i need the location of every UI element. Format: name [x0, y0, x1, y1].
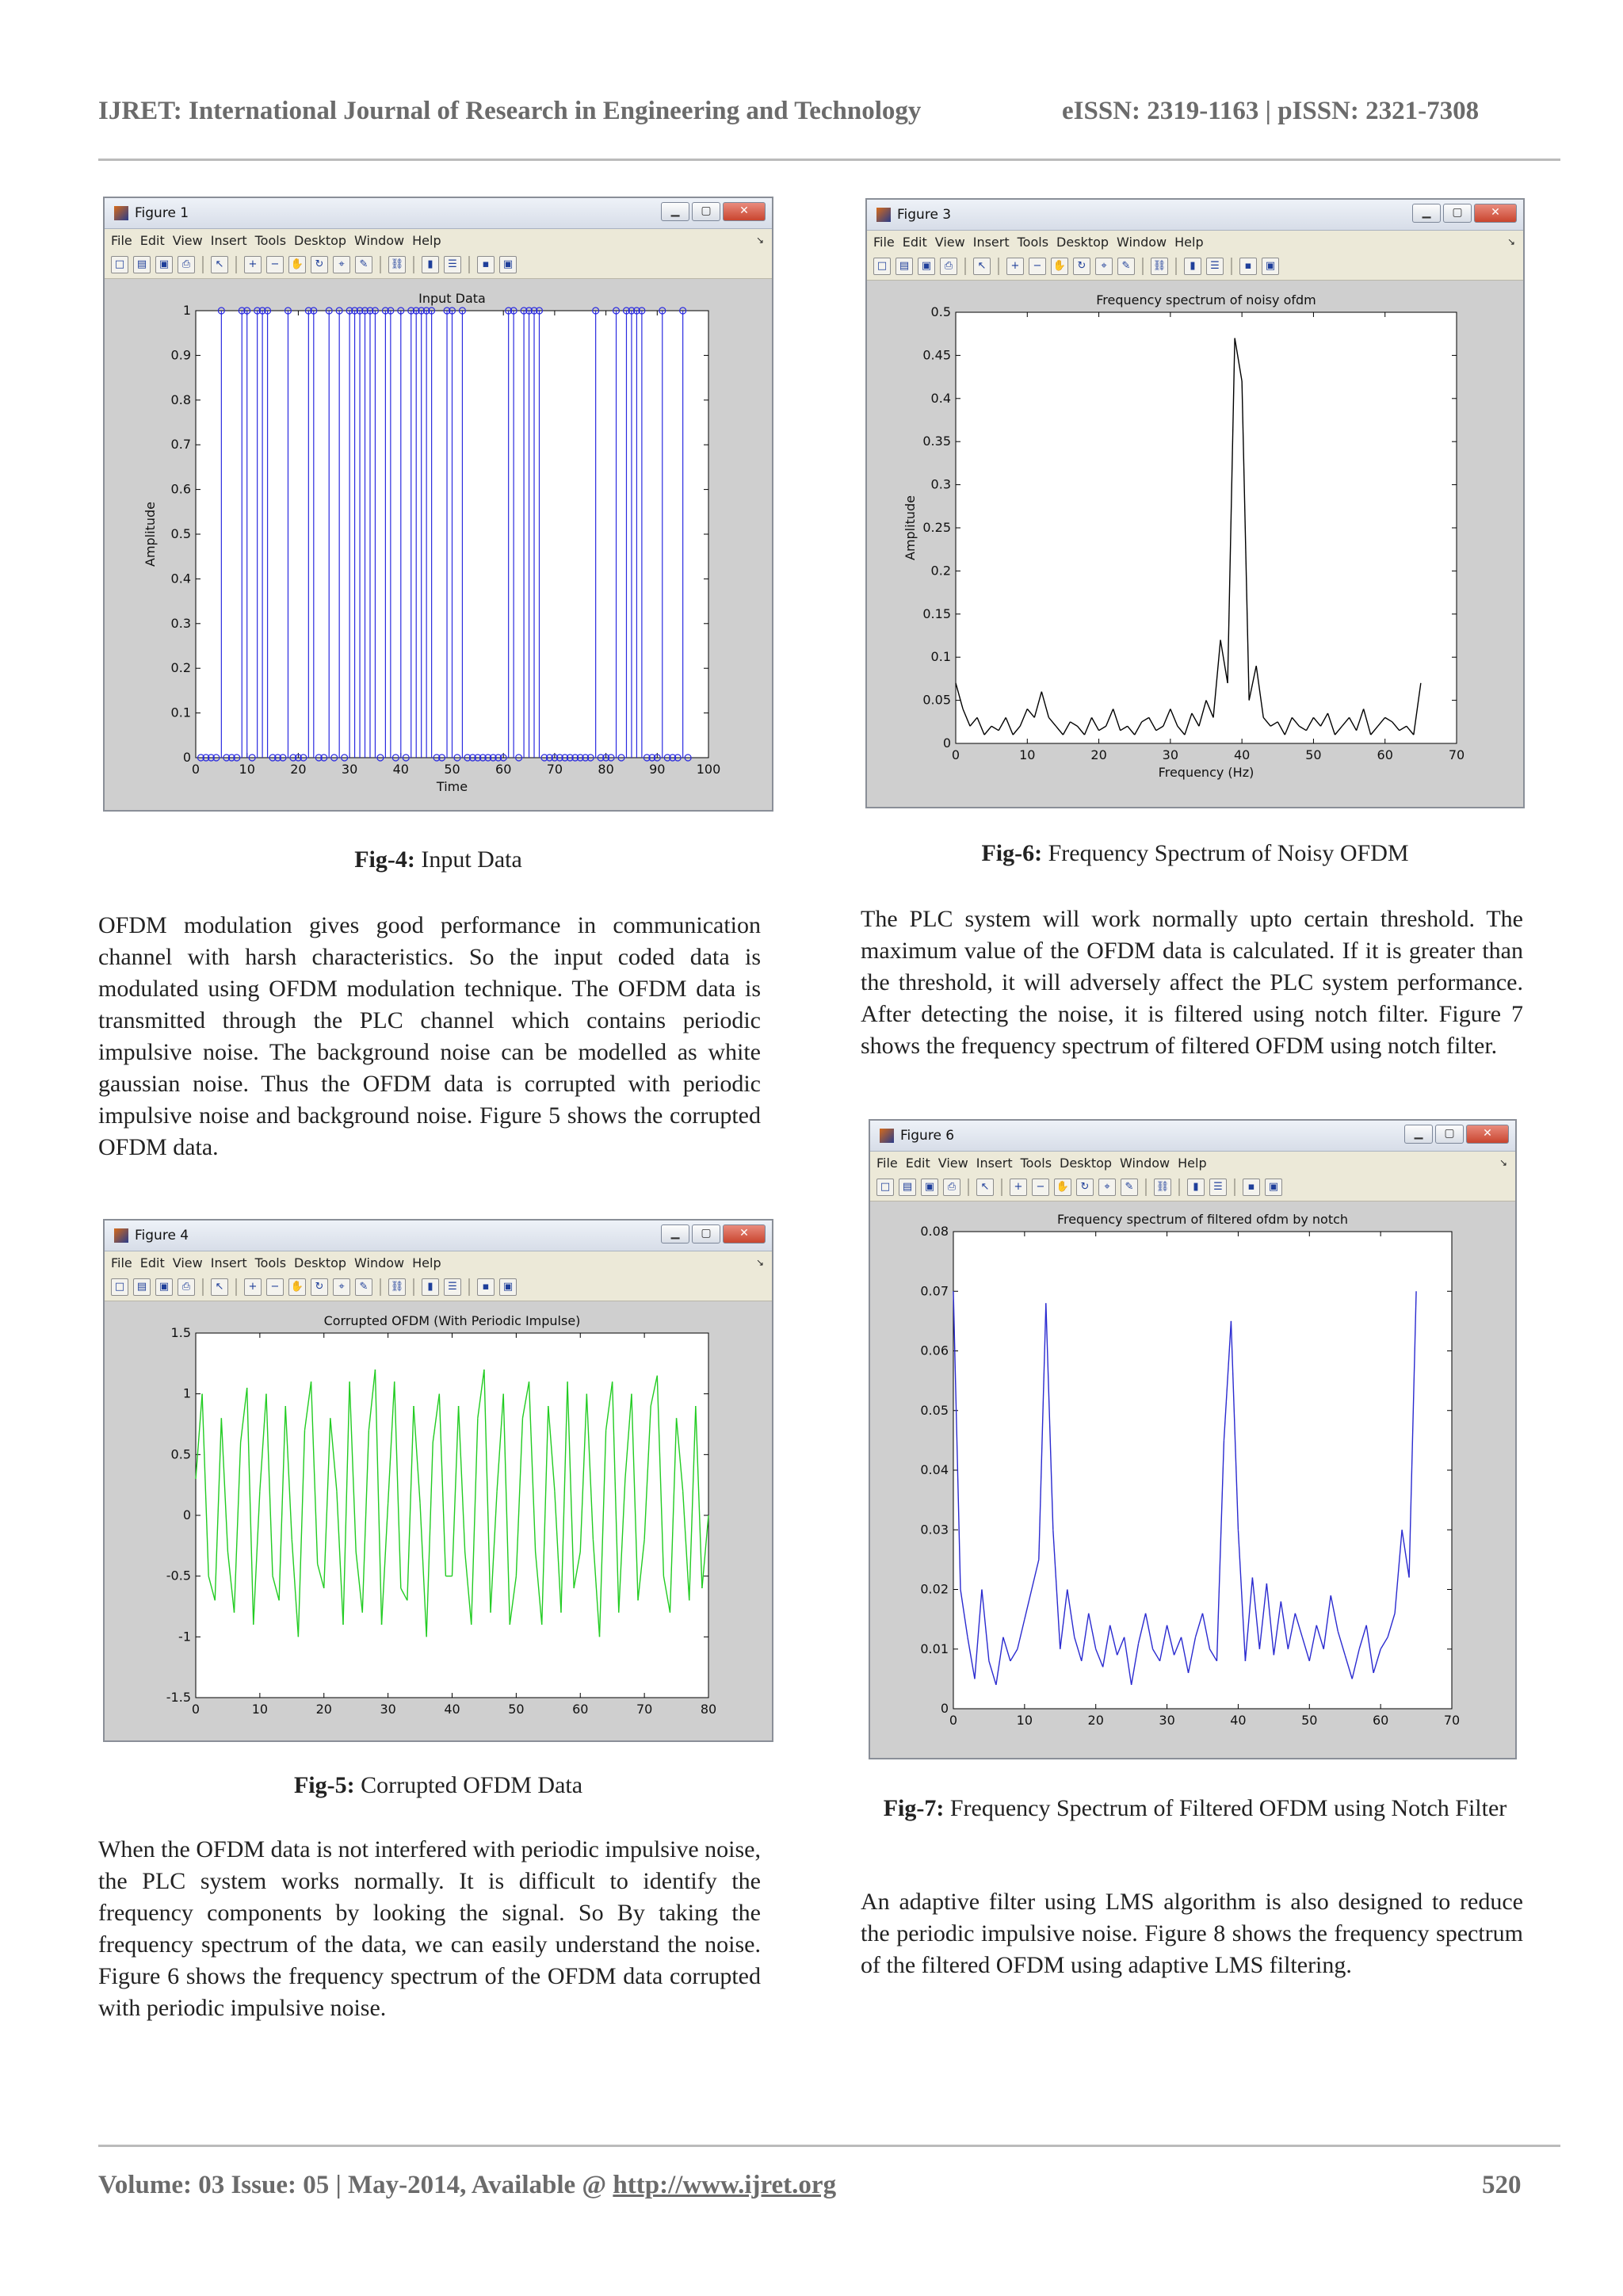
x-tick-label: 70 — [1448, 747, 1465, 762]
window-titlebar[interactable] — [867, 200, 1523, 231]
toolbar-separator — [998, 258, 999, 275]
x-tick-label: 60 — [1372, 1713, 1389, 1728]
pan-icon[interactable]: ✋ — [288, 1278, 306, 1296]
window-titlebar[interactable] — [105, 1221, 772, 1251]
y-tick-label: 0.02 — [920, 1581, 949, 1597]
toolbar-separator — [380, 1278, 381, 1296]
menu-file[interactable]: File — [111, 1255, 132, 1270]
y-tick-label: 0.5 — [170, 526, 191, 541]
x-tick-label: 70 — [546, 762, 563, 777]
rotate-icon[interactable]: ↻ — [1073, 258, 1090, 275]
legend-icon[interactable]: ☰ — [1209, 1179, 1227, 1196]
y-tick-label: 0.1 — [930, 649, 951, 665]
x-tick-label: 30 — [341, 762, 358, 777]
menu-insert[interactable]: Insert — [210, 232, 247, 248]
pan-icon[interactable]: ✋ — [1054, 1179, 1071, 1196]
brush-icon[interactable]: ✎ — [355, 1278, 372, 1296]
x-tick-label: 40 — [1230, 1713, 1247, 1728]
y-tick-label: 0.5 — [930, 304, 951, 319]
y-tick-label: 0.07 — [920, 1283, 949, 1299]
x-tick-label: 0 — [951, 747, 960, 762]
pointer-icon[interactable]: ↖ — [976, 1179, 994, 1196]
x-tick-label: 10 — [251, 1702, 269, 1717]
toolbar-separator — [380, 256, 381, 273]
matlab-logo-icon — [880, 1129, 894, 1143]
minimize-icon[interactable]: ▁ — [1404, 1125, 1433, 1144]
y-tick-label: 0 — [182, 1507, 191, 1522]
x-tick-label: 70 — [1443, 1713, 1461, 1728]
pointer-icon[interactable]: ↖ — [211, 256, 228, 273]
paragraph-plc-threshold: The PLC system will work normally upto certain threshold. The maximum value of the OFDM data is calculated. If it is greater than the threshold, it will adversely affect the PLC system performance. After detecting the noise, it is filtered using notch filter. Figure 7 shows the frequency spectrum of filtered OFDM using notch filter. — [861, 906, 1523, 1059]
new-figure-icon[interactable]: □ — [873, 258, 891, 275]
y-tick-label: 0.4 — [930, 390, 951, 406]
menu-overflow-icon[interactable]: ↘ — [1499, 1157, 1507, 1168]
rotate-icon[interactable]: ↻ — [1076, 1179, 1094, 1196]
print-icon[interactable]: ⎙ — [943, 1179, 960, 1196]
close-icon[interactable]: ✕ — [1466, 1125, 1509, 1144]
footer-volume — [98, 2171, 836, 2200]
y-tick-label: 0.01 — [920, 1641, 949, 1656]
menu-desktop[interactable]: Desktop — [1056, 234, 1109, 250]
menu-overflow-icon[interactable]: ↘ — [755, 235, 764, 246]
y-tick-label: 0.05 — [920, 1402, 949, 1418]
footer-volume-text: Volume: 03 Issue: 05 | May-2014, Available @ — [98, 2171, 613, 2199]
zoom-out-icon[interactable]: − — [266, 1278, 284, 1296]
toolbar-separator — [413, 256, 414, 273]
zoom-in-icon[interactable]: + — [1006, 258, 1024, 275]
y-tick-label: 1.5 — [170, 1325, 191, 1340]
matlab-logo-icon — [114, 1228, 128, 1243]
menu-help[interactable]: Help — [412, 232, 441, 248]
figure-menubar — [105, 1251, 772, 1274]
toolbar-separator — [468, 1278, 470, 1296]
menu-view[interactable]: View — [172, 1255, 203, 1270]
close-icon[interactable]: ✕ — [723, 1224, 766, 1244]
figure-toolbar — [867, 253, 1523, 281]
window-title: Figure 1 — [135, 205, 189, 221]
toolbar-separator — [1142, 258, 1144, 275]
window-titlebar[interactable] — [105, 198, 772, 229]
x-tick-label: 50 — [1305, 747, 1322, 762]
x-axis-label: Time — [436, 779, 468, 794]
show-tools-icon[interactable]: ▣ — [1265, 1179, 1282, 1196]
print-icon[interactable]: ⎙ — [178, 1278, 195, 1296]
paragraph-adaptive-lms: An adaptive filter using LMS algorithm is also designed to reduce the periodic impulsive noise. Figure 8 shows the frequency spectrum of the filtered OFDM using adaptive LMS filtering. — [861, 1889, 1523, 1978]
menu-desktop[interactable]: Desktop — [294, 232, 347, 248]
matlab-logo-icon — [114, 206, 128, 220]
link-icon[interactable]: ⛓ — [388, 256, 406, 273]
y-tick-label: 0.5 — [170, 1446, 191, 1462]
y-tick-label: 0.35 — [922, 434, 951, 449]
y-tick-label: 0.03 — [920, 1522, 949, 1538]
chart-noisy-spectrum — [867, 281, 1523, 807]
y-tick-label: 1 — [182, 1385, 191, 1401]
toolbar-separator — [1234, 1179, 1235, 1196]
toolbar-separator — [235, 1278, 237, 1296]
pointer-icon[interactable]: ↖ — [211, 1278, 228, 1296]
print-icon[interactable]: ⎙ — [940, 258, 957, 275]
menu-help[interactable]: Help — [412, 1255, 441, 1270]
x-tick-label: 60 — [572, 1702, 589, 1717]
minimize-icon[interactable]: ▁ — [1412, 204, 1441, 223]
menu-insert[interactable]: Insert — [972, 234, 1010, 250]
caption-label: Fig-4: — [354, 846, 415, 873]
y-tick-label: 0 — [182, 750, 191, 765]
menu-window[interactable]: Window — [1120, 1155, 1170, 1171]
toolbar-separator — [1001, 1179, 1002, 1196]
toolbar-separator — [202, 256, 204, 273]
toolbar-separator — [1231, 258, 1232, 275]
data-cursor-icon[interactable]: ⌖ — [1095, 258, 1113, 275]
zoom-in-icon[interactable]: + — [1010, 1179, 1027, 1196]
zoom-in-icon[interactable]: + — [244, 256, 262, 273]
x-tick-label: 20 — [290, 762, 307, 777]
y-tick-label: 1 — [182, 303, 191, 318]
open-file-icon[interactable]: ▤ — [133, 1278, 151, 1296]
y-tick-label: 0.3 — [930, 476, 951, 492]
show-tools-icon[interactable]: ▣ — [499, 256, 517, 273]
x-tick-label: 40 — [444, 1702, 460, 1717]
figure-menubar — [870, 1152, 1515, 1174]
menu-desktop[interactable]: Desktop — [294, 1255, 347, 1270]
y-tick-label: -1.5 — [166, 1690, 191, 1705]
figure-menubar — [867, 231, 1523, 253]
link-icon[interactable]: ⛓ — [1151, 258, 1168, 275]
x-tick-label: 70 — [636, 1702, 653, 1717]
menu-tools[interactable]: Tools — [1017, 234, 1049, 250]
caption-fig5 — [103, 1772, 773, 1799]
caption-fig6 — [865, 840, 1525, 867]
menu-view[interactable]: View — [938, 1155, 968, 1171]
x-tick-label: 20 — [315, 1702, 332, 1717]
menu-window[interactable]: Window — [354, 1255, 405, 1270]
maximize-icon[interactable]: ▢ — [1435, 1125, 1464, 1144]
zoom-out-icon[interactable]: − — [1029, 258, 1046, 275]
x-tick-label: 20 — [1087, 1713, 1104, 1728]
toolbar-separator — [235, 256, 237, 273]
data-cursor-icon[interactable]: ⌖ — [333, 256, 350, 273]
x-tick-label: 20 — [1090, 747, 1107, 762]
x-tick-label: 0 — [191, 1702, 200, 1717]
zoom-in-icon[interactable]: + — [244, 1278, 262, 1296]
legend-icon[interactable]: ☰ — [444, 1278, 461, 1296]
figure-menubar — [105, 229, 772, 251]
maximize-icon[interactable]: ▢ — [692, 202, 720, 221]
y-tick-label: 0.15 — [922, 606, 951, 621]
chart-title: Corrupted OFDM (With Periodic Impulse) — [323, 1313, 581, 1328]
x-tick-label: 0 — [949, 1713, 958, 1728]
save-icon[interactable]: ▣ — [155, 256, 173, 273]
hide-tools-icon[interactable]: ▪ — [1239, 258, 1257, 275]
y-tick-label: 0.8 — [170, 392, 191, 407]
y-tick-label: 0.25 — [922, 520, 951, 535]
zoom-out-icon[interactable]: − — [1032, 1179, 1049, 1196]
toolbar-separator — [468, 256, 470, 273]
caption-text: Corrupted OFDM Data — [354, 1772, 583, 1798]
menu-file[interactable]: File — [873, 234, 895, 250]
colorbar-icon[interactable]: ▮ — [1187, 1179, 1205, 1196]
colorbar-icon[interactable]: ▮ — [422, 1278, 439, 1296]
caption-fig4 — [103, 846, 773, 873]
legend-icon[interactable]: ☰ — [1206, 258, 1224, 275]
y-tick-label: 0.9 — [170, 347, 191, 363]
menu-tools[interactable]: Tools — [1020, 1155, 1052, 1171]
y-tick-label: -0.5 — [166, 1568, 191, 1584]
footer-link[interactable]: http://www.ijret.org — [613, 2171, 837, 2199]
chart-input-data — [105, 279, 772, 810]
page-number: 520 — [1482, 2171, 1522, 2199]
chart-title: Frequency spectrum of filtered ofdm by notch — [1056, 1212, 1349, 1227]
hide-tools-icon[interactable]: ▪ — [477, 256, 495, 273]
menu-edit[interactable]: Edit — [902, 234, 927, 250]
figure-toolbar — [870, 1174, 1515, 1201]
figure-toolbar — [105, 1274, 772, 1301]
new-figure-icon[interactable]: □ — [876, 1179, 894, 1196]
y-tick-label: 0.3 — [170, 615, 191, 631]
maximize-icon[interactable]: ▢ — [692, 1224, 720, 1244]
y-tick-label: 0.6 — [170, 481, 191, 497]
header-rule — [98, 159, 1560, 161]
open-file-icon[interactable]: ▤ — [896, 258, 913, 275]
toolbar-separator — [964, 258, 966, 275]
window-title: Figure 6 — [900, 1128, 955, 1144]
x-tick-label: 30 — [1159, 1713, 1175, 1728]
paragraph-ofdm-modulation: OFDM modulation gives good performance in communication channel with harsh characteristics. So the input coded data is modulated using OFDM modulation technique. The OFDM data is transmitted through the PLC channel which contains periodic impulsive noise. The background noise can be modelled as white gaussian noise. Thus the OFDM data is corrupted with periodic impulsive noise and background noise. Figure 5 shows the corrupted OFDM data. — [98, 912, 761, 1160]
chart-title: Frequency spectrum of noisy ofdm — [1096, 292, 1316, 308]
menu-file[interactable]: File — [111, 232, 132, 248]
y-axis-label: Amplitude — [143, 502, 158, 567]
save-icon[interactable]: ▣ — [155, 1278, 173, 1296]
caption-label: Fig-5: — [293, 1772, 355, 1798]
figure-window-noisy-spectrum — [865, 198, 1525, 808]
caption-fig7 — [865, 1793, 1525, 1824]
y-tick-label: 0.4 — [170, 571, 191, 586]
hide-tools-icon[interactable]: ▪ — [477, 1278, 495, 1296]
show-tools-icon[interactable]: ▣ — [499, 1278, 517, 1296]
toolbar-separator — [1178, 1179, 1180, 1196]
save-icon[interactable]: ▣ — [918, 258, 935, 275]
y-tick-label: 0.45 — [922, 347, 951, 363]
menu-insert[interactable]: Insert — [976, 1155, 1013, 1171]
x-tick-label: 10 — [239, 762, 255, 777]
close-icon[interactable]: ✕ — [1474, 204, 1517, 223]
link-icon[interactable]: ⛓ — [1154, 1179, 1171, 1196]
menu-window[interactable]: Window — [1117, 234, 1167, 250]
menu-edit[interactable]: Edit — [139, 232, 165, 248]
x-tick-label: 50 — [1301, 1713, 1318, 1728]
x-tick-label: 10 — [1019, 747, 1036, 762]
plot-area — [956, 312, 1457, 743]
toolbar-separator — [1175, 258, 1177, 275]
x-axis-label: Frequency (Hz) — [1158, 765, 1254, 780]
menu-view[interactable]: View — [934, 234, 965, 250]
pan-icon[interactable]: ✋ — [288, 256, 306, 273]
menu-edit[interactable]: Edit — [905, 1155, 930, 1171]
x-tick-label: 0 — [191, 762, 200, 777]
zoom-out-icon[interactable]: − — [266, 256, 284, 273]
plot-area — [196, 1333, 708, 1698]
figure-window-corrupted-ofdm — [103, 1219, 773, 1742]
menu-overflow-icon[interactable]: ↘ — [1507, 236, 1515, 247]
matlab-logo-icon — [876, 208, 891, 222]
x-tick-label: 100 — [696, 762, 721, 777]
toolbar-separator — [968, 1179, 969, 1196]
chart-filtered-spectrum — [870, 1201, 1515, 1758]
colorbar-icon[interactable]: ▮ — [1184, 258, 1201, 275]
y-tick-label: 0.08 — [920, 1224, 949, 1239]
x-tick-label: 90 — [649, 762, 666, 777]
x-tick-label: 50 — [508, 1702, 525, 1717]
close-icon[interactable]: ✕ — [723, 202, 766, 221]
menu-desktop[interactable]: Desktop — [1060, 1155, 1113, 1171]
pointer-icon[interactable]: ↖ — [973, 258, 991, 275]
x-tick-label: 40 — [1233, 747, 1251, 762]
y-tick-label: 0 — [940, 1701, 949, 1716]
chart-corrupted-ofdm — [105, 1301, 772, 1742]
brush-icon[interactable]: ✎ — [355, 256, 372, 273]
y-tick-label: 0 — [942, 735, 951, 751]
minimize-icon[interactable]: ▁ — [661, 1224, 689, 1244]
menu-tools[interactable]: Tools — [254, 1255, 287, 1270]
y-tick-label: 0.2 — [930, 563, 951, 579]
pan-icon[interactable]: ✋ — [1051, 258, 1068, 275]
menu-tools[interactable]: Tools — [254, 232, 287, 248]
x-tick-label: 10 — [1016, 1713, 1033, 1728]
menu-window[interactable]: Window — [354, 232, 405, 248]
x-tick-label: 30 — [1162, 747, 1179, 762]
plot-area — [953, 1232, 1452, 1709]
figure-toolbar — [105, 251, 772, 279]
caption-text: Frequency Spectrum of Filtered OFDM using Notch Filter — [944, 1795, 1507, 1821]
y-tick-label: 0.04 — [920, 1462, 949, 1477]
x-tick-label: 80 — [598, 762, 614, 777]
new-figure-icon[interactable]: □ — [111, 1278, 128, 1296]
caption-text: Frequency Spectrum of Noisy OFDM — [1042, 840, 1409, 866]
print-icon[interactable]: ⎙ — [178, 256, 195, 273]
rotate-icon[interactable]: ↻ — [311, 1278, 328, 1296]
data-cursor-icon[interactable]: ⌖ — [333, 1278, 350, 1296]
issn-header: eISSN: 2319-1163 | pISSN: 2321-7308 — [1062, 97, 1480, 125]
footer-rule — [98, 2145, 1560, 2147]
toolbar-separator — [1145, 1179, 1147, 1196]
x-tick-label: 80 — [700, 1702, 717, 1717]
y-tick-label: -1 — [178, 1629, 191, 1645]
y-tick-label: 0.05 — [922, 692, 951, 708]
brush-icon[interactable]: ✎ — [1121, 1179, 1138, 1196]
link-icon[interactable]: ⛓ — [388, 1278, 406, 1296]
menu-file[interactable]: File — [876, 1155, 898, 1171]
menu-edit[interactable]: Edit — [139, 1255, 165, 1270]
save-icon[interactable]: ▣ — [921, 1179, 938, 1196]
rotate-icon[interactable]: ↻ — [311, 256, 328, 273]
y-tick-label: 0.7 — [170, 437, 191, 453]
caption-label: Fig-7: — [883, 1795, 945, 1821]
x-tick-label: 60 — [1377, 747, 1393, 762]
y-tick-label: 0.1 — [170, 705, 191, 720]
menu-insert[interactable]: Insert — [210, 1255, 247, 1270]
data-cursor-icon[interactable]: ⌖ — [1098, 1179, 1116, 1196]
paragraph-frequency-spectrum: When the OFDM data is not interfered with periodic impulsive noise, the PLC system works normally. It is difficult to identify the frequency components by looking the signal. So By taking the frequency spectrum of the data, we can easily understand the noise. Figure 6 shows the frequency spectrum of the OFDM data corrupted with periodic impulsive noise. — [98, 1836, 761, 2021]
y-tick-label: 0.06 — [920, 1343, 949, 1358]
new-figure-icon[interactable]: □ — [111, 256, 128, 273]
show-tools-icon[interactable]: ▣ — [1262, 258, 1279, 275]
caption-text: Input Data — [414, 846, 522, 873]
window-titlebar[interactable] — [870, 1121, 1515, 1152]
x-tick-label: 50 — [444, 762, 460, 777]
colorbar-icon[interactable]: ▮ — [422, 256, 439, 273]
y-tick-label: 0.2 — [170, 660, 191, 676]
toolbar-separator — [202, 1278, 204, 1296]
menu-help[interactable]: Help — [1174, 234, 1204, 250]
maximize-icon[interactable]: ▢ — [1443, 204, 1472, 223]
x-tick-label: 30 — [380, 1702, 396, 1717]
window-title: Figure 4 — [135, 1228, 189, 1244]
x-tick-label: 60 — [495, 762, 512, 777]
figure-window-filtered-spectrum — [869, 1119, 1517, 1759]
y-axis-label: Amplitude — [903, 495, 918, 560]
journal-header: IJRET: International Journal of Research in Engineering and Technology — [98, 97, 922, 125]
figure-window-input-data — [103, 197, 773, 812]
menu-overflow-icon[interactable]: ↘ — [755, 1257, 764, 1268]
brush-icon[interactable]: ✎ — [1117, 258, 1135, 275]
legend-icon[interactable]: ☰ — [444, 256, 461, 273]
open-file-icon[interactable]: ▤ — [133, 256, 151, 273]
x-tick-label: 40 — [392, 762, 409, 777]
menu-help[interactable]: Help — [1178, 1155, 1207, 1171]
chart-title: Input Data — [418, 291, 486, 306]
window-title: Figure 3 — [897, 207, 952, 223]
menu-view[interactable]: View — [172, 232, 203, 248]
hide-tools-icon[interactable]: ▪ — [1243, 1179, 1260, 1196]
minimize-icon[interactable]: ▁ — [661, 202, 689, 221]
caption-label: Fig-6: — [981, 840, 1043, 866]
toolbar-separator — [413, 1278, 414, 1296]
open-file-icon[interactable]: ▤ — [899, 1179, 916, 1196]
